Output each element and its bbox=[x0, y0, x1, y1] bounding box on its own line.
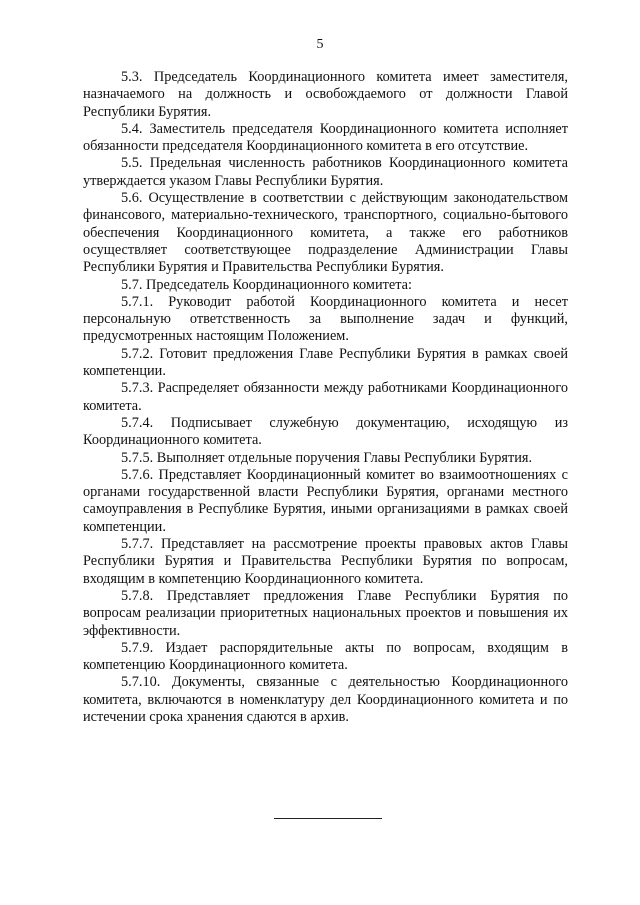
end-of-document-rule bbox=[274, 818, 382, 819]
paragraph-5-7: 5.7. Председатель Координационного комитета: bbox=[121, 276, 412, 293]
paragraph-5-7-2: 5.7.2. Готовит предложения Главе Республики Бурятия в рамках своей компетенции. bbox=[83, 345, 568, 380]
paragraph-5-7-4: 5.7.4. Подписывает служебную документацию, исходящую из Координационного комитета. bbox=[83, 414, 568, 449]
paragraph-5-4: 5.4. Заместитель председателя Координационного комитета исполняет обязанности председателя Координационного комитета в его отсутствие. bbox=[83, 120, 568, 155]
paragraph-5-7-10: 5.7.10. Документы, связанные с деятельностью Координационного комитета, включаются в номенклатуру дел Координационного комитета и по истечении срока хранения сдаются в архив. bbox=[83, 674, 568, 725]
document-body bbox=[83, 69, 568, 726]
paragraph-5-5: 5.5. Предельная численность работников Координационного комитета утверждается указом Главы Республики Бурятия. bbox=[83, 155, 568, 189]
paragraph-5-7-8: 5.7.8. Представляет предложения Главе Республики Бурятия по вопросам реализации приоритетных национальных проектов и повышения их эффективности. bbox=[83, 587, 568, 639]
paragraph-5-7-5: 5.7.5. Выполняет отдельные поручения Главы Республики Бурятия. bbox=[121, 449, 533, 466]
paragraph-5-7-1: 5.7.1. Руководит работой Координационного комитета и несет персональную ответственность за выполнение задач и функций, предусмотренных настоящим Положением. bbox=[83, 293, 568, 345]
paragraph-5-7-3: 5.7.3. Распределяет обязанности между работниками Координационного комитета. bbox=[83, 380, 568, 414]
paragraph-5-6: 5.6. Осуществление в соответствии с действующим законодательством финансового, материально-технического, транспортного, социально-бытового обеспечения Координационного комитета, а также его работников осуществляет соответствующее подразделение Администрации Главы Республики Бурятия и Правительства Республики Бурятия. bbox=[83, 190, 568, 276]
paragraph-5-7-6: 5.7.6. Представляет Координационный комитет во взаимоотношениях с органами государственной власти Республики Бурятия, органами местного самоуправления в Республике Бурятия, иными организациями в рамках своей компетенции. bbox=[83, 466, 568, 535]
paragraph-5-7-9: 5.7.9. Издает распорядительные акты по вопросам, входящим в компетенцию Координационного комитета. bbox=[83, 639, 568, 674]
paragraph-5-7-7: 5.7.7. Представляет на рассмотрение проекты правовых актов Главы Республики Бурятия и Правительства Республики Бурятия по вопросам, входящим в компетенцию Координационного комитета. bbox=[83, 536, 568, 587]
page-number: 5 bbox=[316, 37, 324, 52]
paragraph-5-3: 5.3. Председатель Координационного комитета имеет заместителя, назначаемого на должность и освобождаемого от должности Главой Республики Бурятия. bbox=[83, 69, 568, 120]
